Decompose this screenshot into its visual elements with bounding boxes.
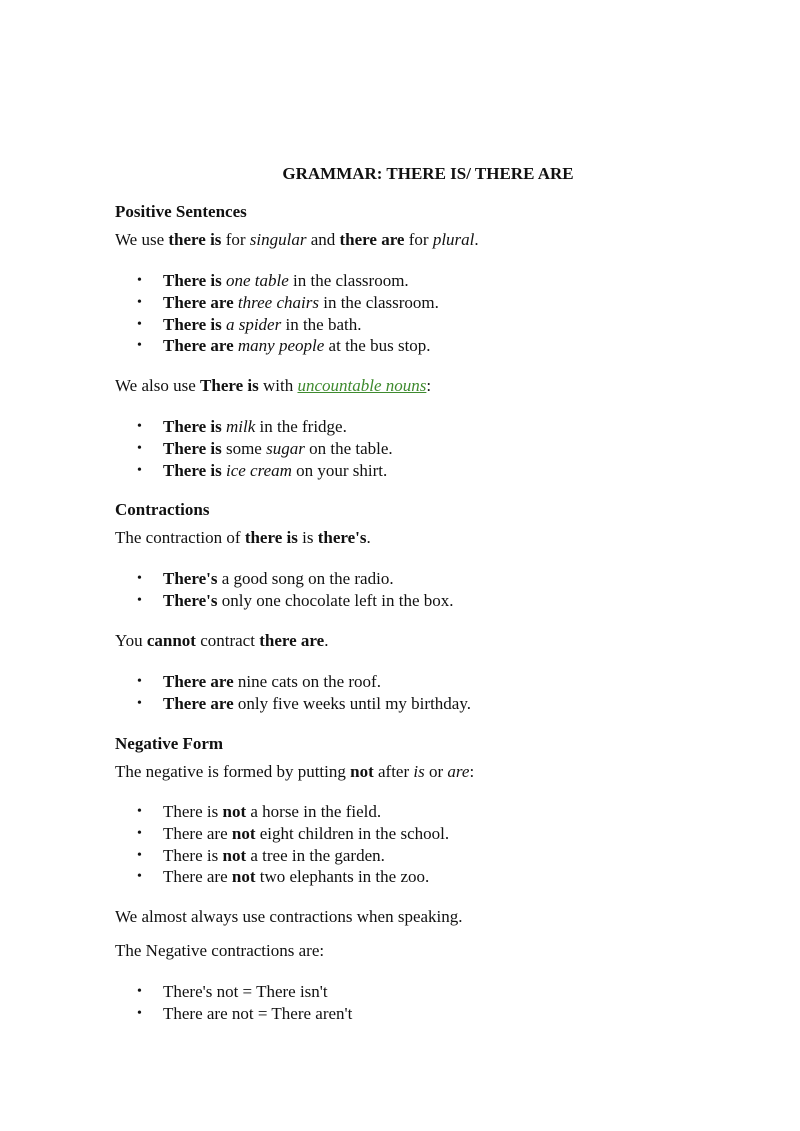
bullet: • — [137, 462, 142, 478]
italic-text: ice cream — [225, 460, 292, 480]
bold-text: There are — [163, 693, 234, 713]
text: : — [426, 376, 432, 395]
list-item — [115, 801, 449, 823]
bold-text: There is — [163, 460, 222, 480]
text: at the bus stop. — [324, 336, 431, 356]
text: in the classroom. — [318, 292, 439, 312]
list-item — [115, 335, 439, 357]
text: or — [424, 762, 448, 781]
list-item — [115, 314, 439, 336]
bold-text: There's — [163, 590, 218, 610]
text: and — [306, 230, 340, 249]
text: There are — [163, 867, 232, 887]
list-item — [115, 671, 471, 693]
text: in the classroom. — [288, 271, 409, 290]
negative-examples-list — [115, 801, 449, 888]
bullet: • — [137, 847, 142, 863]
text: two elephants in the zoo. — [255, 867, 430, 887]
list-item — [115, 270, 439, 292]
bullet: • — [137, 294, 142, 310]
list-item — [115, 568, 454, 590]
uncountable-examples-list — [115, 416, 393, 481]
speaking-note: We almost always use contractions when speaking. — [115, 907, 463, 926]
text: . — [366, 528, 371, 547]
text: There is — [163, 845, 223, 865]
text: There is — [163, 802, 223, 821]
text: There's not = There isn't — [163, 982, 328, 1001]
negative-contractions-intro: The Negative contractions are: — [115, 941, 325, 960]
contractions-intro — [115, 528, 371, 548]
contractions-heading: Contractions — [115, 500, 210, 519]
bold-text: There is — [200, 376, 259, 395]
bold-text: There is — [163, 417, 222, 436]
text: a tree in the garden. — [246, 845, 385, 865]
bold-text: There are — [163, 672, 234, 691]
bullet: • — [137, 273, 142, 288]
bold-text: there's — [317, 528, 367, 547]
italic-text: sugar — [266, 438, 305, 458]
text: There are — [163, 823, 232, 843]
text: only five weeks until my birthday. — [233, 693, 471, 713]
cannot-contract-examples-list — [115, 671, 471, 715]
text: a horse in the field. — [246, 802, 382, 821]
bullet: • — [137, 316, 142, 332]
bold-text: not — [222, 845, 247, 865]
bold-text: There is — [163, 438, 222, 458]
bold-text: there are — [339, 230, 405, 249]
italic-text: one table — [225, 271, 289, 290]
text: is — [297, 528, 318, 547]
bold-text: there is — [168, 230, 222, 249]
text: We use — [115, 230, 169, 249]
bullet: • — [137, 869, 142, 885]
page-title: GRAMMAR: THERE IS/ THERE ARE — [282, 164, 574, 183]
positive-intro — [115, 230, 479, 250]
text: You — [115, 631, 147, 650]
italic-text: plural — [432, 230, 475, 249]
italic-text: three chairs — [237, 292, 319, 312]
list-item — [115, 438, 393, 460]
text: The negative is formed by putting — [115, 762, 351, 781]
bold-text: There are — [163, 336, 234, 356]
text: There are not = There aren't — [163, 1003, 353, 1023]
text: in the bath. — [281, 314, 362, 334]
text: with — [258, 376, 298, 395]
list-item — [115, 845, 449, 867]
bold-text: There's — [163, 569, 218, 588]
italic-text: milk — [225, 417, 256, 436]
bullet: • — [137, 592, 142, 608]
text: nine cats on the roof. — [233, 672, 381, 691]
text: some — [221, 438, 267, 458]
bullet: • — [137, 338, 142, 354]
bold-text: There is — [163, 271, 222, 290]
uncountable-nouns-link[interactable]: uncountable nouns — [297, 376, 427, 395]
bullet: • — [137, 804, 142, 819]
cannot-contract-intro — [115, 631, 328, 651]
negative-intro — [115, 762, 474, 782]
text: for — [221, 230, 250, 249]
italic-text: is — [413, 762, 425, 781]
text: eight children in the school. — [255, 823, 450, 843]
bold-text: not — [350, 762, 374, 781]
italic-text: a spider — [225, 314, 282, 334]
contractions-examples-list — [115, 568, 454, 612]
text: . — [324, 631, 329, 650]
bold-text: cannot — [146, 631, 196, 650]
bold-text: not — [231, 867, 256, 887]
text: : — [469, 762, 475, 781]
bullet: • — [137, 984, 142, 999]
bold-text: There is — [163, 314, 222, 334]
list-item — [115, 823, 449, 845]
bold-text: not — [222, 802, 247, 821]
list-item — [115, 460, 393, 482]
text: on your shirt. — [291, 460, 388, 480]
text: for — [404, 230, 433, 249]
italic-text: singular — [249, 230, 307, 249]
bullet: • — [137, 419, 142, 434]
text: after — [373, 762, 414, 781]
italic-text: many people — [237, 336, 325, 356]
text: . — [474, 230, 479, 249]
bullet: • — [137, 1005, 142, 1021]
positive-heading: Positive Sentences — [115, 202, 247, 221]
negative-contractions-list — [115, 981, 352, 1025]
text: We also use — [115, 376, 201, 395]
bold-text: there is — [244, 528, 298, 547]
list-item — [115, 1003, 352, 1025]
bullet: • — [137, 571, 142, 586]
bold-text: There are — [163, 292, 234, 312]
bullet: • — [137, 674, 142, 689]
text: only one chocolate left in the box. — [217, 590, 454, 610]
bold-text: not — [231, 823, 256, 843]
list-item — [115, 292, 439, 314]
bullet: • — [137, 695, 142, 711]
text: in the fridge. — [255, 417, 347, 436]
positive-examples-list — [115, 270, 439, 357]
negative-heading: Negative Form — [115, 734, 224, 753]
list-item — [115, 416, 393, 438]
text: The contraction of — [115, 528, 245, 547]
text: contract — [195, 631, 260, 650]
uncountable-intro — [115, 376, 431, 396]
text: on the table. — [304, 438, 393, 458]
list-item — [115, 693, 471, 715]
bullet: • — [137, 825, 142, 841]
list-item — [115, 590, 454, 612]
list-item — [115, 866, 449, 888]
text: a good song on the radio. — [217, 569, 394, 588]
bold-text: there are — [259, 631, 325, 650]
list-item — [115, 981, 352, 1003]
bullet: • — [137, 440, 142, 456]
italic-text: are — [447, 762, 470, 781]
